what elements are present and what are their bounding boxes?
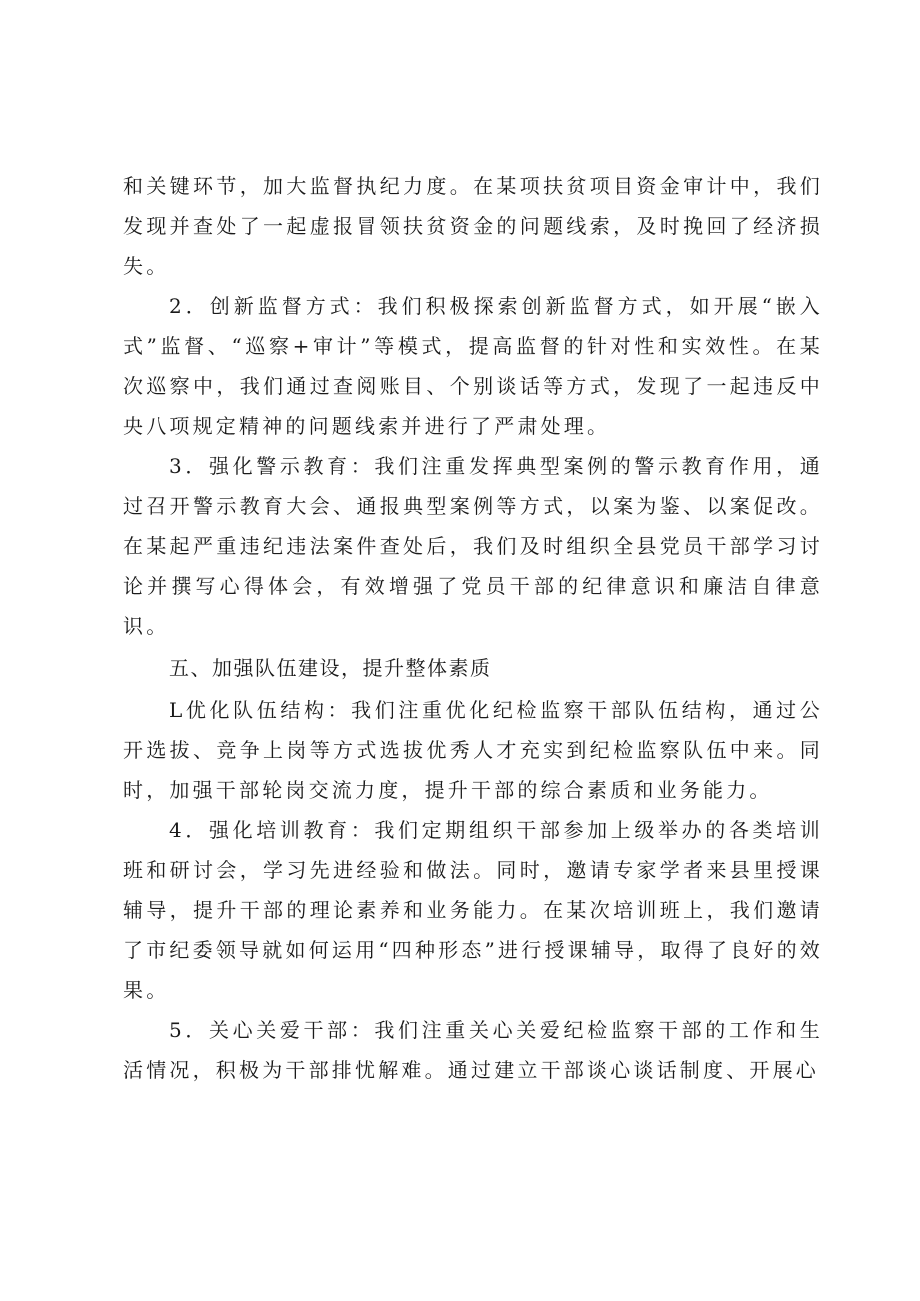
paragraph-optimize-team: L优化队伍结构：我们注重优化纪检监察干部队伍结构，通过公开选拔、竞争上岗等方式选拔优秀人才充实到纪检监察队伍中来。同时，加强干部轮岗交流力度，提升干部的综合素质和业务能力。 (123, 698, 823, 802)
document-body (123, 166, 823, 1090)
paragraph-innovate-supervision: 2．创新监督方式：我们积极探索创新监督方式，如开展“嵌入式”监督、“巡察+审计”等模式，提高监督的针对性和实效性。在某次巡察中，我们通过查阅账目、个别谈话等方式，发现了一起违反中央八项规定精神的问题线索并进行了严肃处理。 (123, 294, 823, 438)
paragraph-training-education: 4．强化培训教育：我们定期组织干部参加上级举办的各类培训班和研讨会，学习先进经验和做法。同时，邀请专家学者来县里授课辅导，提升干部的理论素养和业务能力。在某次培训班上，我们邀请了市纪委领导就如何运用“四种形态”进行授课辅导，取得了良好的效果。 (123, 818, 823, 1002)
paragraph-care-for-cadres: 5．关心关爱干部：我们注重关心关爱纪检监察干部的工作和生活情况，积极为干部排忧解难。通过建立干部谈心谈话制度、开展心 (123, 1018, 823, 1082)
paragraph-continuation: 和关键环节，加大监督执纪力度。在某项扶贫项目资金审计中，我们发现并查处了一起虚报冒领扶贫资金的问题线索，及时挽回了经济损失。 (123, 174, 823, 278)
paragraph-warning-education: 3．强化警示教育：我们注重发挥典型案例的警示教育作用，通过召开警示教育大会、通报典型案例等方式，以案为鉴、以案促改。在某起严重违纪违法案件查处后，我们及时组织全县党员干部学习讨论并撰写心得体会，有效增强了党员干部的纪律意识和廉洁自律意识。 (123, 454, 823, 638)
section-heading: 五、加强队伍建设，提升整体素质 (169, 656, 492, 680)
